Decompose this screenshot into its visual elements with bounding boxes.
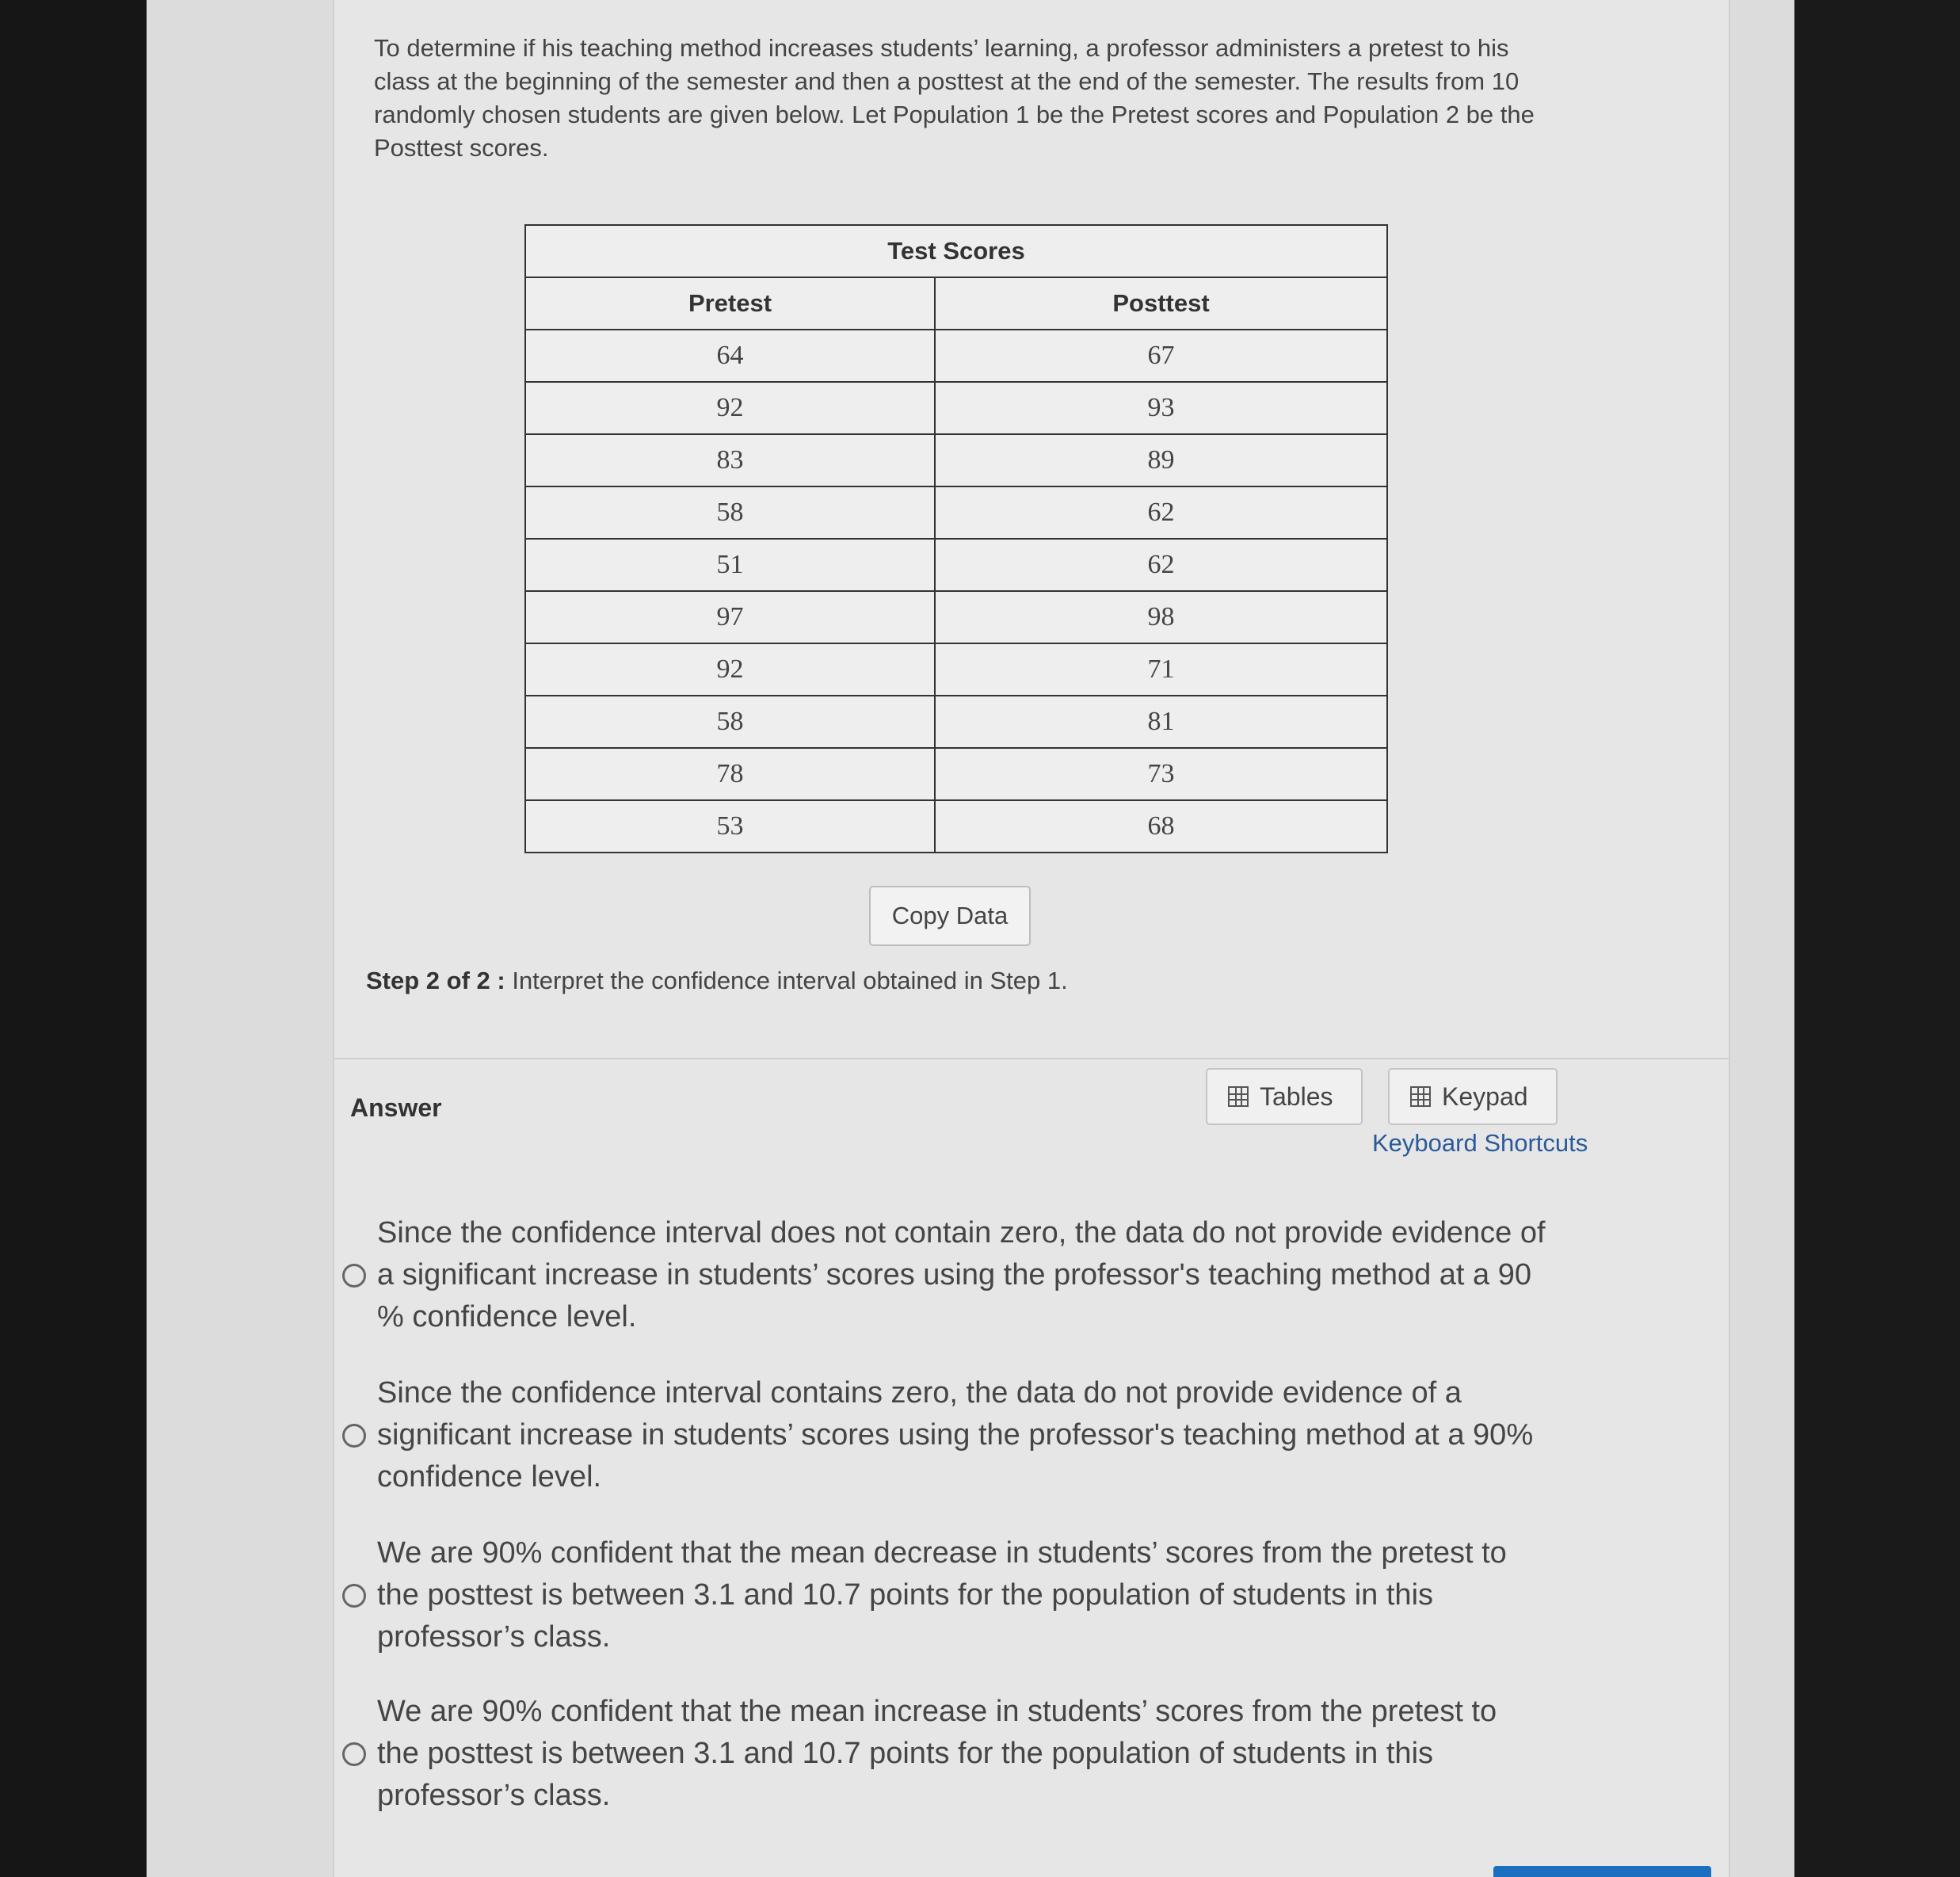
column-header-pretest: Pretest [525, 277, 935, 330]
option-text: We are 90% confident that the mean increase in students’ scores from the pretest to the posttest is between 3.1 and 10.7 points for the population of students in this professor’s class. [377, 1695, 1497, 1812]
posttest-cell: 62 [935, 486, 1387, 539]
keyboard-shortcuts-link[interactable]: Keyboard Shortcuts [1372, 1129, 1588, 1157]
table-title: Test Scores [525, 225, 1387, 277]
screen [147, 0, 1794, 1877]
test-scores-table [524, 224, 1388, 853]
step-label: Step 2 of 2 : [366, 967, 505, 994]
step-text: Interpret the confidence interval obtained in Step 1. [512, 967, 1068, 994]
radio-button[interactable] [342, 1584, 366, 1608]
table-row [525, 591, 1387, 643]
keypad-button[interactable] [1388, 1068, 1558, 1125]
pretest-cell: 58 [525, 696, 935, 748]
table-row [525, 696, 1387, 748]
posttest-cell: 73 [935, 748, 1387, 800]
pretest-cell: 83 [525, 434, 935, 486]
copy-data-button[interactable]: Copy Data [869, 886, 1031, 946]
device-bezel-left [0, 0, 147, 1877]
answer-option-2[interactable] [342, 1372, 1546, 1498]
posttest-cell: 67 [935, 330, 1387, 382]
table-row [525, 486, 1387, 539]
answer-option-4[interactable] [342, 1691, 1546, 1817]
posttest-cell: 98 [935, 591, 1387, 643]
pretest-cell: 53 [525, 800, 935, 853]
pretest-cell: 58 [525, 486, 935, 539]
question-text: To determine if his teaching method increases students’ learning, a professor administers a pretest to his class at the beginning of the semester and then a posttest at the end of the semester. The results from 10 randomly chosen students are given below. Let Population 1 be the Pretest scores and Population 2 be the Posttest scores. [374, 34, 1535, 162]
column-header-posttest: Posttest [935, 277, 1387, 330]
pretest-cell: 78 [525, 748, 935, 800]
answer-label: Answer [350, 1093, 442, 1122]
radio-button[interactable] [342, 1742, 366, 1766]
submit-button[interactable] [1493, 1866, 1711, 1877]
table-body [525, 330, 1387, 853]
table-row [525, 643, 1387, 696]
table-icon [1228, 1086, 1249, 1107]
radio-button[interactable] [342, 1264, 366, 1288]
table-row [525, 748, 1387, 800]
keypad-button-label: Keypad [1442, 1082, 1528, 1111]
table-row [525, 330, 1387, 382]
posttest-cell: 89 [935, 434, 1387, 486]
device-bezel-right [1794, 0, 1960, 1877]
answer-option-3[interactable] [342, 1532, 1546, 1658]
step-instruction [366, 967, 1068, 995]
section-divider [334, 1058, 1729, 1059]
table-row [525, 539, 1387, 591]
option-text: We are 90% confident that the mean decrease in students’ scores from the pretest to the posttest is between 3.1 and 10.7 points for the population of students in this professor’s class. [377, 1536, 1507, 1654]
pretest-cell: 51 [525, 539, 935, 591]
table-row [525, 382, 1387, 434]
question-panel [333, 0, 1730, 1877]
table-row [525, 434, 1387, 486]
pretest-cell: 97 [525, 591, 935, 643]
posttest-cell: 81 [935, 696, 1387, 748]
posttest-cell: 62 [935, 539, 1387, 591]
tables-button[interactable] [1206, 1068, 1363, 1125]
keypad-icon [1410, 1086, 1431, 1107]
option-text: Since the confidence interval contains zero, the data do not provide evidence of a significant increase in students’ scores using the professor's teaching method at a 90% confidence level. [377, 1376, 1534, 1494]
pretest-cell: 92 [525, 382, 935, 434]
posttest-cell: 68 [935, 800, 1387, 853]
posttest-cell: 93 [935, 382, 1387, 434]
tables-button-label: Tables [1260, 1082, 1333, 1111]
option-text: Since the confidence interval does not contain zero, the data do not provide evidence of a significant increase in students’ scores using the professor's teaching method at a 90 % confidence level. [377, 1216, 1546, 1333]
pretest-cell: 64 [525, 330, 935, 382]
table-row [525, 800, 1387, 853]
posttest-cell: 71 [935, 643, 1387, 696]
answer-option-1[interactable] [342, 1212, 1546, 1338]
radio-button[interactable] [342, 1424, 366, 1448]
pretest-cell: 92 [525, 643, 935, 696]
